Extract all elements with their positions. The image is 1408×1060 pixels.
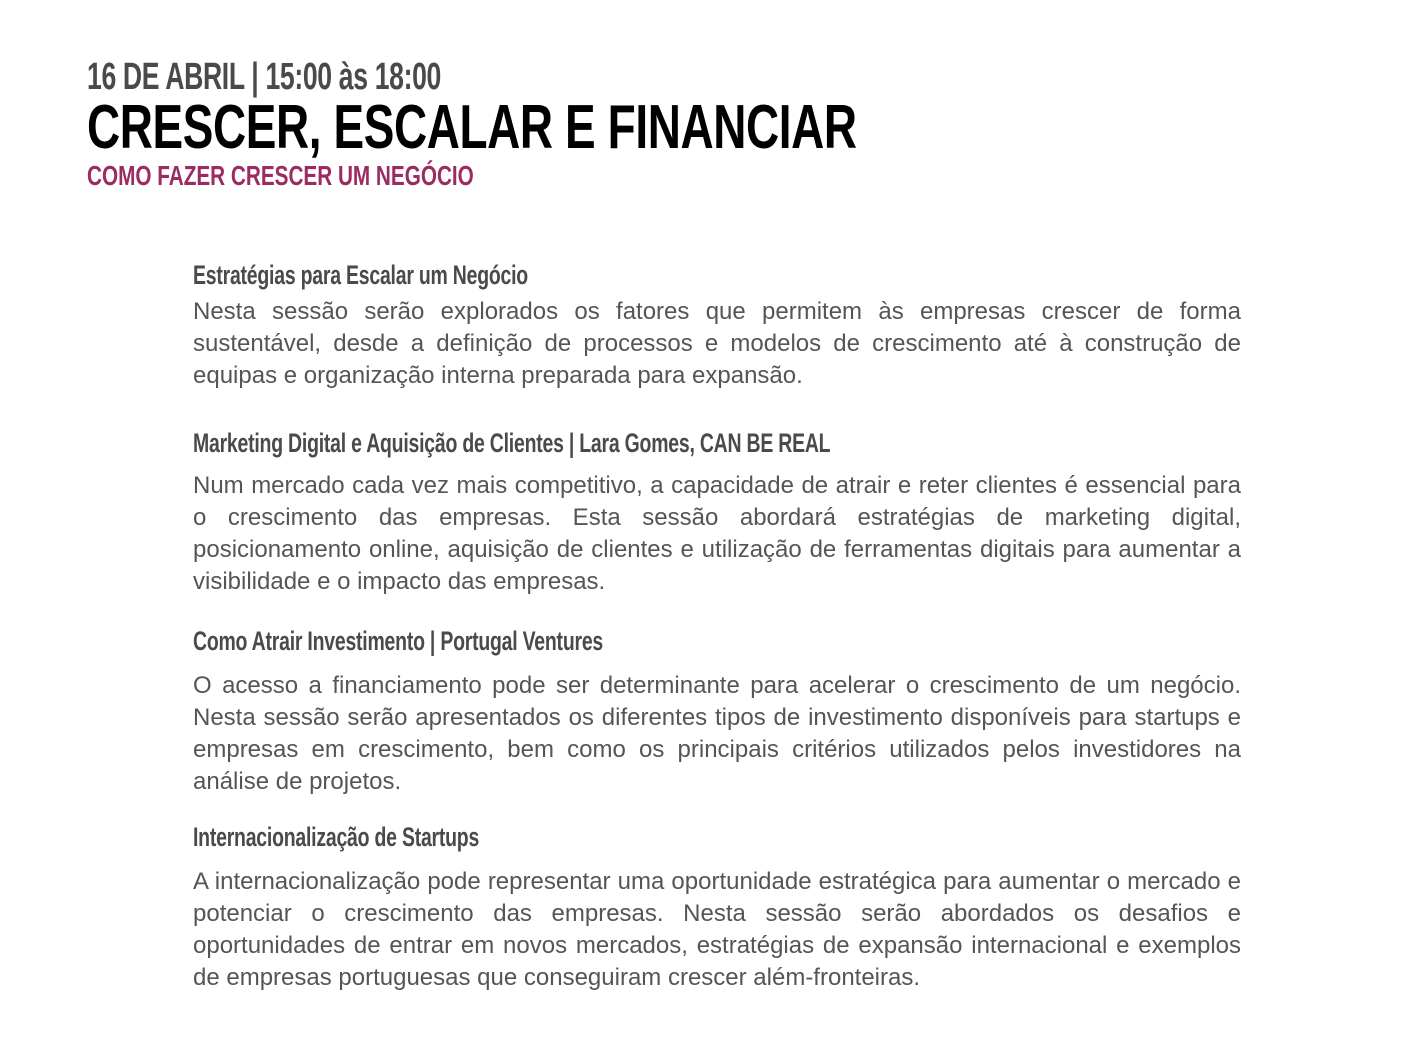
session-description: A internacionalização pode representar uma oportunidade estratégica para aumentar o mercado e potenciar o crescimento das empresas. Nesta sessão serão abordados os desafios e oportunidades de entrar em novos mercados, estratégias de expansão internacional e exemplos de empresas portuguesas que conseguiram crescer além-fronteiras.: [193, 868, 1241, 991]
event-subtitle: COMO FAZER CRESCER UM NEGÓCIO: [87, 160, 474, 191]
event-date-time: 16 DE ABRIL | 15:00 às 18:00: [87, 56, 441, 98]
session-title: Internacionalização de Startups: [193, 822, 480, 852]
session-title: Marketing Digital e Aquisição de Clientes | Lara Gomes, CAN BE REAL: [193, 428, 831, 458]
event-header: [87, 56, 1287, 192]
session-item: [193, 818, 1241, 994]
session-description: Num mercado cada vez mais competitivo, a capacidade de atrair e reter clientes é essencial para o crescimento das empresas. Esta sessão abordará estratégias de marketing digital, posicionamento online, aquisição de clientes e utilização de ferramentas digitais para aumentar a visibilidade e o impacto das empresas.: [193, 472, 1241, 595]
session-item: [193, 256, 1241, 392]
event-title: CRESCER, ESCALAR E FINANCIAR: [87, 93, 857, 162]
session-description: O acesso a financiamento pode ser determinante para acelerar o crescimento de um negócio. Nesta sessão serão apresentados os diferentes tipos de investimento disponíveis para startups e empresas em crescimento, bem como os principais critérios utilizados pelos investidores na análise de projetos.: [193, 672, 1241, 795]
session-item: [193, 622, 1241, 798]
session-item: [193, 424, 1241, 598]
session-title: Estratégias para Escalar um Negócio: [193, 260, 528, 290]
session-title: Como Atrair Investimento | Portugal Ventures: [193, 626, 604, 656]
session-description: Nesta sessão serão explorados os fatores que permitem às empresas crescer de forma sustentável, desde a definição de processos e modelos de crescimento até à construção de equipas e organização interna preparada para expansão.: [193, 298, 1241, 389]
